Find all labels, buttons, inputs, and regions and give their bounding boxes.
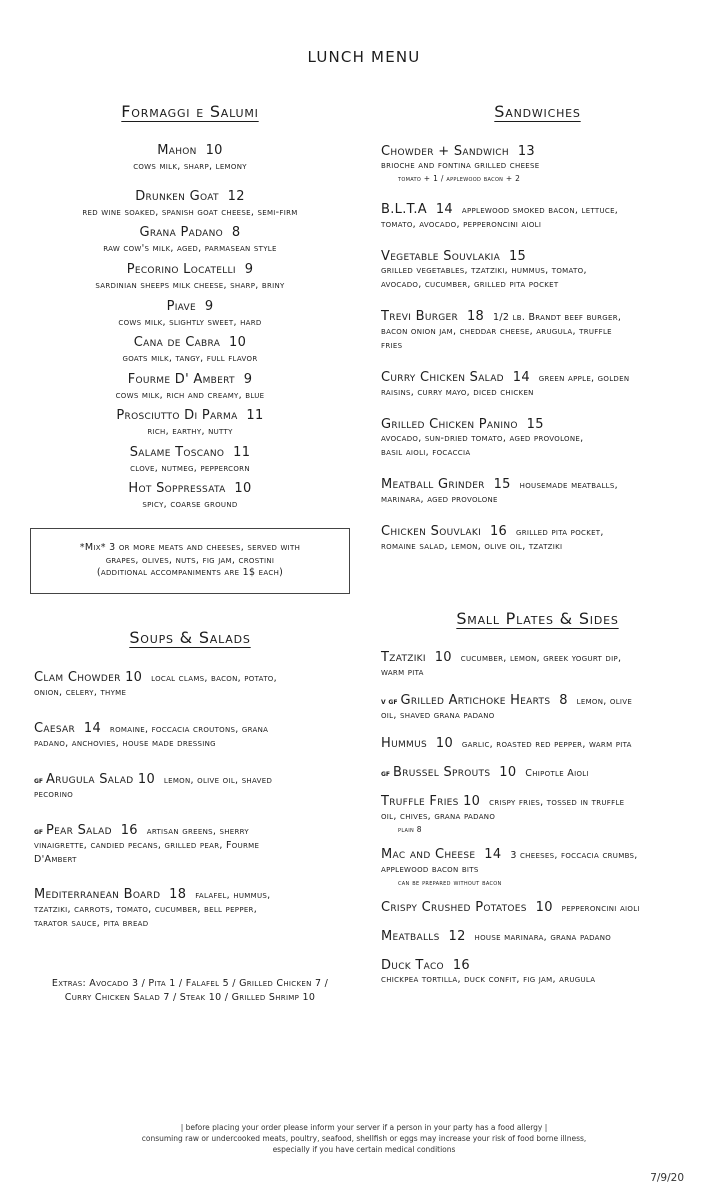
item-price: 13 <box>517 144 535 159</box>
item-description: artisan greens, sherry <box>146 826 249 837</box>
item-name: B.L.T.A <box>381 202 427 217</box>
item-description: garlic, roasted red pepper, warm pita <box>461 739 632 750</box>
item-description-cont: fries <box>381 340 403 351</box>
item-description-cont: padano, anchovies, house made dressing <box>34 738 216 749</box>
cheese-item <box>40 335 340 365</box>
item-price: 10 <box>234 481 252 496</box>
item-name: Mediterranean Board <box>34 887 161 902</box>
item-name: Grilled Artichoke Hearts <box>400 693 551 708</box>
item-name: Drunken Goat <box>135 189 219 204</box>
item-description-cont: pecorino <box>34 789 74 800</box>
cheese-item <box>40 262 340 292</box>
mix-line: (additional accompaniments are 1$ each) <box>96 567 284 578</box>
item-description: cucumber, lemon, greek yogurt dip, <box>460 653 622 664</box>
item-price: 14 <box>512 370 530 385</box>
item-description: cows milk, slightly sweet, hard <box>118 317 262 328</box>
item-description: house marinara, grana padano <box>474 932 612 943</box>
item-name: Trevi Burger <box>381 309 459 324</box>
item-price: 9 <box>244 262 254 277</box>
item-description-cont: brioche and fontina grilled cheese <box>381 160 540 171</box>
section-heading-soups: Soups & Salads <box>129 628 251 647</box>
menu-item <box>381 202 699 232</box>
item-name: Clam Chowder <box>34 670 121 685</box>
item-description-cont: chickpea tortilla, duck confit, fig jam, arugula <box>381 974 596 985</box>
item-name: Prosciutto Di Parma <box>116 408 238 423</box>
item-description-cont: vinaigrette, candied pecans, grilled pear, Fourme <box>34 840 260 851</box>
item-description: crispy fries, tossed in truffle <box>489 797 625 808</box>
item-description-cont: tarator sauce, pita bread <box>34 918 149 929</box>
item-description-cont: tzatziki, carrots, tomato, cucumber, bell pepper, <box>34 904 258 915</box>
item-name: Mac and Cheese <box>381 847 476 862</box>
item-description: spicy, coarse ground <box>142 499 238 510</box>
item-price: 15 <box>526 417 544 432</box>
menu-item <box>381 370 699 400</box>
menu-item <box>381 736 699 752</box>
item-description: grilled pita pocket, <box>515 527 604 538</box>
item-name: Hummus <box>381 736 427 751</box>
item-description: 3 cheeses, foccacia crumbs, <box>510 850 638 861</box>
item-description: housemade meatballs, <box>519 480 618 491</box>
extras-note <box>30 977 350 1005</box>
item-price: 10 <box>535 900 553 915</box>
gluten-free-tag: gf <box>34 776 44 785</box>
menu-item <box>381 900 699 916</box>
item-price: 9 <box>204 299 214 314</box>
item-description-cont: avocado, cucumber, grilled pita pocket <box>381 279 559 290</box>
menu-item <box>381 958 699 987</box>
item-name: Caesar <box>34 721 76 736</box>
mix-line: grapes, olives, nuts, fig jam, crostini <box>105 554 275 566</box>
item-name: Pecorino Locatelli <box>126 262 236 277</box>
item-price: 10 <box>463 794 481 809</box>
item-price: 10 <box>205 143 223 158</box>
item-description: sardinian sheeps milk cheese, sharp, briny <box>95 280 285 291</box>
vegan-gluten-free-tag: v gf <box>381 697 398 706</box>
item-price: 16 <box>120 823 138 838</box>
item-price: 8 <box>559 693 568 708</box>
item-name: Grana Padano <box>139 225 224 240</box>
item-description: applewood smoked bacon, lettuce, <box>461 205 619 216</box>
item-description: raw cow's milk, aged, parmasean style <box>103 243 277 254</box>
extras-line: Extras: Avocado 3 / Pita 1 / Falafel 5 / Grilled Chicken 7 / <box>51 978 329 989</box>
item-description: 1/2 lb. Brandt beef burger, <box>493 312 622 323</box>
item-price: 11 <box>233 445 251 460</box>
item-description: green apple, golden <box>538 373 630 384</box>
item-price: 16 <box>452 958 470 973</box>
menu-item <box>381 693 699 723</box>
item-description: romaine, foccacia croutons, grana <box>109 724 269 735</box>
item-price: 15 <box>493 477 511 492</box>
disclaimer-line: | before placing your order please inform your server if a person in your party has a food allergy | <box>180 1123 548 1132</box>
item-name: Salame Toscano <box>129 445 225 460</box>
extras-line: Curry Chicken Salad 7 / Steak 10 / Grilled Shrimp 10 <box>64 992 316 1003</box>
item-price: 10 <box>137 772 156 787</box>
item-name: Cana de Cabra <box>133 335 221 350</box>
item-description: pepperoncini aioli <box>561 903 640 914</box>
item-price: 9 <box>243 372 253 387</box>
menu-item <box>381 929 699 945</box>
item-price: 16 <box>489 524 508 539</box>
item-description: cows milk, sharp, lemony <box>133 161 247 172</box>
item-description-cont: D'Ambert <box>34 854 77 865</box>
disclaimer-line: consuming raw or undercooked meats, poultry, seafood, shellfish or eggs may increase your risk of food borne illness, <box>141 1134 587 1143</box>
page-title: LUNCH MENU <box>307 48 421 66</box>
menu-item <box>381 477 699 507</box>
item-name: Chowder + Sandwich <box>381 144 509 159</box>
menu-item <box>381 650 699 680</box>
cheese-item <box>40 225 340 255</box>
menu-item <box>381 794 699 835</box>
item-note: can be prepared without bacon <box>398 878 502 887</box>
menu-date: 7/9/20 <box>650 1172 684 1184</box>
item-description-cont: bacon onion jam, cheddar cheese, arugula, truffle <box>381 326 612 337</box>
mix-line: *Mix* 3 or more meats and cheeses, served with <box>79 542 301 553</box>
item-description: local clams, bacon, potato, <box>151 673 277 684</box>
item-description: rich, earthy, nutty <box>147 426 233 437</box>
item-name: Arugula Salad <box>46 772 134 787</box>
item-price: 10 <box>499 765 517 780</box>
item-description: red wine soaked, spanish goat cheese, semi-firm <box>82 207 298 218</box>
item-description-cont: onion, celery, thyme <box>34 687 127 698</box>
item-price: 14 <box>435 202 453 217</box>
item-description-cont: tomato, avocado, pepperoncini aioli <box>381 219 542 230</box>
item-description: cows milk, rich and creamy, blue <box>115 390 265 401</box>
menu-item <box>381 144 699 184</box>
item-description-cont: raisins, curry mayo, diced chicken <box>381 387 534 398</box>
item-description-cont: applewood bacon bits <box>381 864 479 875</box>
item-name: Grilled Chicken Panino <box>381 417 518 432</box>
menu-item <box>381 524 699 554</box>
item-name: Hot Soppressata <box>128 481 226 496</box>
item-price: 15 <box>508 249 527 264</box>
item-price: 12 <box>448 929 466 944</box>
item-description-cont: avocado, sun-dried tomato, aged provolone, <box>381 433 584 444</box>
item-description: falafel, hummus, <box>195 890 271 901</box>
item-name: Pear Salad <box>46 823 112 838</box>
mix-info-box <box>30 528 350 594</box>
item-price: 14 <box>484 847 502 862</box>
allergy-disclaimer <box>0 1122 728 1155</box>
menu-item <box>34 887 352 931</box>
cheese-item <box>40 481 340 511</box>
item-name: Truffle Fries <box>381 794 459 809</box>
item-description-cont: basil aioli, focaccia <box>381 447 471 458</box>
item-description: clove, nutmeg, peppercorn <box>130 463 250 474</box>
menu-item <box>381 765 699 781</box>
item-description: goats milk, tangy, full flavor <box>122 353 258 364</box>
menu-item <box>381 417 699 460</box>
cheese-item <box>40 372 340 402</box>
item-description-cont: warm pita <box>381 667 424 678</box>
item-description: lemon, olive <box>576 696 633 707</box>
item-price: 10 <box>434 650 452 665</box>
menu-item <box>381 249 699 292</box>
menu-item <box>34 772 352 802</box>
section-heading-formaggi: Formaggi e Salumi <box>121 102 259 121</box>
cheese-item <box>40 143 340 173</box>
item-description-cont: marinara, aged provolone <box>381 494 498 505</box>
item-name: Piave <box>166 299 196 314</box>
item-name: Duck Taco <box>381 958 444 973</box>
menu-item <box>34 721 352 751</box>
item-price: 18 <box>169 887 187 902</box>
gluten-free-tag: gf <box>381 769 391 778</box>
section-heading-small-plates: Small Plates & Sides <box>456 609 619 628</box>
item-name: Mahon <box>157 143 197 158</box>
item-name: Meatballs <box>381 929 440 944</box>
item-name: Vegetable Souvlakia <box>381 249 501 264</box>
item-name: Brussel Sprouts <box>393 765 491 780</box>
item-price: 11 <box>246 408 264 423</box>
item-name: Crispy Crushed Potatoes <box>381 900 527 915</box>
item-name: Fourme D' Ambert <box>127 372 235 387</box>
menu-item <box>381 847 699 888</box>
menu-item <box>381 309 699 353</box>
item-note: tomato + 1 / applewood bacon + 2 <box>398 174 521 183</box>
disclaimer-line: especially if you have certain medical conditions <box>272 1145 456 1154</box>
item-description-cont: grilled vegetables, tzatziki, hummus, tomato, <box>381 265 587 276</box>
item-description-cont: oil, chives, grana padano <box>381 811 496 822</box>
cheese-item <box>40 408 340 438</box>
section-heading-sandwiches: Sandwiches <box>494 102 581 121</box>
item-description: Chipotle Aioli <box>525 768 589 779</box>
item-price: 12 <box>227 189 245 204</box>
item-note: plain 8 <box>398 825 422 834</box>
cheese-item <box>40 189 340 219</box>
cheese-item <box>40 299 340 329</box>
menu-item <box>34 670 352 700</box>
item-name: Tzatziki <box>381 650 426 665</box>
item-name: Chicken Souvlaki <box>381 524 482 539</box>
item-price: 10 <box>125 670 143 685</box>
item-price: 8 <box>231 225 241 240</box>
item-name: Curry Chicken Salad <box>381 370 504 385</box>
item-description-cont: oil, shaved grana padano <box>381 710 495 721</box>
item-price: 10 <box>229 335 247 350</box>
cheese-item <box>40 445 340 475</box>
item-name: Meatball Grinder <box>381 477 485 492</box>
item-price: 18 <box>466 309 485 324</box>
item-description: lemon, olive oil, shaved <box>163 775 273 786</box>
item-price: 14 <box>83 721 102 736</box>
item-description-cont: romaine salad, lemon, olive oil, tzatziki <box>381 541 563 552</box>
item-price: 10 <box>435 736 454 751</box>
menu-item <box>34 823 352 867</box>
gluten-free-tag: gf <box>34 827 44 836</box>
